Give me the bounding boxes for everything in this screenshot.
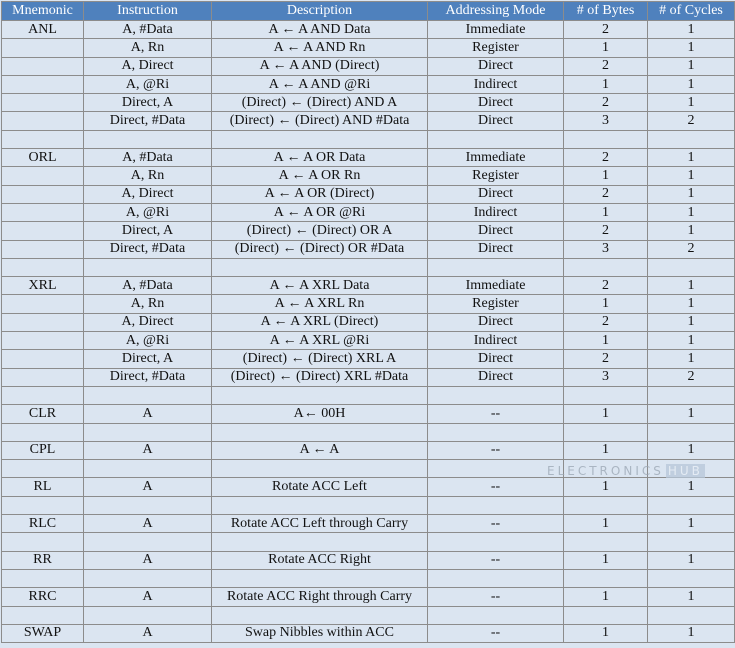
cell-bytes: 3	[564, 240, 648, 258]
header-mnemonic: Mnemonic	[2, 2, 84, 21]
cell-mnemonic	[2, 313, 84, 331]
table-row	[2, 94, 735, 112]
cell-bytes	[564, 258, 648, 276]
cell-instruction: A, #Data	[84, 149, 212, 167]
table-row	[2, 112, 735, 130]
cell-addressing-mode: Indirect	[428, 203, 564, 221]
cell-mnemonic: RL	[2, 478, 84, 496]
table-row	[2, 551, 735, 569]
cell-description: Rotate ACC Left through Carry	[212, 515, 428, 533]
cell-addressing-mode	[428, 496, 564, 514]
table-row	[2, 313, 735, 331]
cell-mnemonic	[2, 423, 84, 441]
cell-cycles	[648, 423, 735, 441]
cell-bytes: 2	[564, 350, 648, 368]
cell-description: (Direct) ← (Direct) AND A	[212, 94, 428, 112]
cell-description	[212, 130, 428, 148]
cell-cycles: 1	[648, 588, 735, 606]
cell-instruction	[84, 386, 212, 404]
cell-cycles: 1	[648, 167, 735, 185]
cell-instruction: A	[84, 515, 212, 533]
table-row	[2, 350, 735, 368]
table-row	[2, 57, 735, 75]
cell-cycles	[648, 533, 735, 551]
cell-bytes: 1	[564, 624, 648, 642]
cell-instruction	[84, 533, 212, 551]
header-addressing-mode: Addressing Mode	[428, 2, 564, 21]
cell-bytes: 1	[564, 515, 648, 533]
header-instruction: Instruction	[84, 2, 212, 21]
cell-description: A ← A OR Data	[212, 149, 428, 167]
cell-description	[212, 386, 428, 404]
watermark-logo	[547, 464, 705, 478]
cell-cycles: 1	[648, 313, 735, 331]
cell-instruction: A, Direct	[84, 185, 212, 203]
cell-mnemonic: RLC	[2, 515, 84, 533]
cell-bytes: 2	[564, 21, 648, 39]
cell-cycles	[648, 496, 735, 514]
table-row	[2, 203, 735, 221]
cell-bytes: 2	[564, 57, 648, 75]
cell-bytes: 1	[564, 332, 648, 350]
cell-mnemonic	[2, 332, 84, 350]
cell-description: (Direct) ← (Direct) OR #Data	[212, 240, 428, 258]
cell-cycles: 1	[648, 441, 735, 459]
cell-addressing-mode	[428, 423, 564, 441]
table-row	[2, 569, 735, 587]
cell-description: (Direct) ← (Direct) OR A	[212, 222, 428, 240]
cell-cycles	[648, 569, 735, 587]
cell-description: (Direct) ← (Direct) XRL #Data	[212, 368, 428, 386]
cell-cycles: 1	[648, 624, 735, 642]
cell-cycles	[648, 130, 735, 148]
table-row	[2, 624, 735, 642]
cell-cycles: 1	[648, 75, 735, 93]
cell-instruction: A, #Data	[84, 277, 212, 295]
cell-description: A ← A OR (Direct)	[212, 185, 428, 203]
cell-mnemonic: ANL	[2, 21, 84, 39]
cell-description: (Direct) ← (Direct) AND #Data	[212, 112, 428, 130]
cell-instruction	[84, 258, 212, 276]
cell-description: Rotate ACC Right	[212, 551, 428, 569]
table-row	[2, 130, 735, 148]
cell-mnemonic	[2, 112, 84, 130]
cell-bytes: 1	[564, 405, 648, 423]
cell-bytes	[564, 386, 648, 404]
cell-addressing-mode: --	[428, 624, 564, 642]
cell-bytes: 1	[564, 167, 648, 185]
cell-bytes: 1	[564, 75, 648, 93]
cell-addressing-mode: Immediate	[428, 277, 564, 295]
cell-description: Rotate ACC Right through Carry	[212, 588, 428, 606]
cell-mnemonic: RR	[2, 551, 84, 569]
cell-cycles	[648, 258, 735, 276]
cell-mnemonic: ORL	[2, 149, 84, 167]
cell-instruction	[84, 460, 212, 478]
cell-bytes: 3	[564, 368, 648, 386]
cell-mnemonic	[2, 295, 84, 313]
cell-bytes: 1	[564, 441, 648, 459]
cell-instruction	[84, 423, 212, 441]
cell-cycles: 1	[648, 277, 735, 295]
cell-addressing-mode	[428, 606, 564, 624]
cell-addressing-mode: Direct	[428, 185, 564, 203]
cell-mnemonic	[2, 368, 84, 386]
cell-instruction: A	[84, 441, 212, 459]
cell-cycles: 1	[648, 478, 735, 496]
cell-cycles: 1	[648, 350, 735, 368]
cell-description: A ← A	[212, 441, 428, 459]
cell-bytes: 3	[564, 112, 648, 130]
cell-instruction	[84, 130, 212, 148]
cell-description: A ← A XRL Rn	[212, 295, 428, 313]
header-description: Description	[212, 2, 428, 21]
cell-mnemonic	[2, 130, 84, 148]
cell-cycles	[648, 386, 735, 404]
cell-cycles: 1	[648, 551, 735, 569]
cell-mnemonic	[2, 258, 84, 276]
cell-instruction: A, @Ri	[84, 203, 212, 221]
cell-cycles: 1	[648, 94, 735, 112]
cell-instruction: A, Rn	[84, 39, 212, 57]
cell-instruction: Direct, #Data	[84, 112, 212, 130]
cell-mnemonic	[2, 185, 84, 203]
cell-mnemonic: RRC	[2, 588, 84, 606]
cell-mnemonic	[2, 167, 84, 185]
cell-cycles: 1	[648, 405, 735, 423]
header-row	[2, 2, 735, 21]
cell-description: A ← A OR Rn	[212, 167, 428, 185]
cell-bytes	[564, 569, 648, 587]
table-row	[2, 588, 735, 606]
cell-description: A ← A XRL @Ri	[212, 332, 428, 350]
cell-instruction	[84, 569, 212, 587]
cell-instruction: A, Rn	[84, 295, 212, 313]
cell-mnemonic	[2, 350, 84, 368]
cell-mnemonic: CPL	[2, 441, 84, 459]
cell-mnemonic	[2, 569, 84, 587]
cell-mnemonic: CLR	[2, 405, 84, 423]
table-row	[2, 405, 735, 423]
cell-bytes	[564, 606, 648, 624]
table-row	[2, 277, 735, 295]
cell-cycles: 1	[648, 222, 735, 240]
cell-description: A ← A AND Data	[212, 21, 428, 39]
table-row	[2, 21, 735, 39]
table-row	[2, 441, 735, 459]
table-row	[2, 386, 735, 404]
cell-addressing-mode	[428, 130, 564, 148]
cell-cycles: 1	[648, 295, 735, 313]
table-row	[2, 478, 735, 496]
cell-mnemonic	[2, 240, 84, 258]
cell-mnemonic	[2, 460, 84, 478]
cell-cycles: 2	[648, 240, 735, 258]
cell-mnemonic	[2, 222, 84, 240]
cell-description: A ← A AND @Ri	[212, 75, 428, 93]
cell-addressing-mode: --	[428, 515, 564, 533]
cell-cycles: 1	[648, 21, 735, 39]
cell-bytes: 2	[564, 149, 648, 167]
cell-instruction: A, #Data	[84, 21, 212, 39]
cell-instruction: A	[84, 405, 212, 423]
header-cycles: # of Cycles	[648, 2, 735, 21]
cell-addressing-mode: Direct	[428, 368, 564, 386]
cell-description	[212, 496, 428, 514]
table-row	[2, 222, 735, 240]
cell-bytes: 2	[564, 313, 648, 331]
cell-cycles: 1	[648, 185, 735, 203]
cell-cycles: 1	[648, 57, 735, 75]
cell-addressing-mode: --	[428, 405, 564, 423]
cell-bytes	[564, 533, 648, 551]
cell-bytes: 2	[564, 277, 648, 295]
cell-bytes: 1	[564, 551, 648, 569]
table-row	[2, 295, 735, 313]
cell-addressing-mode	[428, 460, 564, 478]
cell-instruction: Direct, A	[84, 222, 212, 240]
cell-instruction	[84, 606, 212, 624]
cell-instruction	[84, 496, 212, 514]
cell-description	[212, 258, 428, 276]
cell-description: A ← A AND (Direct)	[212, 57, 428, 75]
cell-mnemonic	[2, 533, 84, 551]
cell-cycles	[648, 606, 735, 624]
cell-instruction: A	[84, 551, 212, 569]
cell-addressing-mode	[428, 258, 564, 276]
cell-instruction: A, Direct	[84, 57, 212, 75]
table-row	[2, 75, 735, 93]
cell-mnemonic	[2, 606, 84, 624]
header-bytes: # of Bytes	[564, 2, 648, 21]
cell-bytes: 1	[564, 39, 648, 57]
cell-bytes: 2	[564, 222, 648, 240]
cell-bytes: 1	[564, 588, 648, 606]
cell-bytes	[564, 130, 648, 148]
cell-mnemonic	[2, 386, 84, 404]
cell-instruction: A, Direct	[84, 313, 212, 331]
cell-addressing-mode: Immediate	[428, 21, 564, 39]
cell-instruction: A, @Ri	[84, 332, 212, 350]
table-row	[2, 167, 735, 185]
cell-cycles: 1	[648, 332, 735, 350]
cell-description: A ← A OR @Ri	[212, 203, 428, 221]
cell-description: A ← A XRL (Direct)	[212, 313, 428, 331]
cell-bytes: 2	[564, 185, 648, 203]
cell-addressing-mode: --	[428, 478, 564, 496]
table-row	[2, 240, 735, 258]
cell-instruction: A	[84, 624, 212, 642]
cell-instruction: Direct, A	[84, 94, 212, 112]
cell-mnemonic	[2, 203, 84, 221]
cell-description	[212, 460, 428, 478]
cell-bytes: 1	[564, 478, 648, 496]
cell-instruction: Direct, #Data	[84, 240, 212, 258]
cell-cycles: 1	[648, 515, 735, 533]
cell-cycles: 1	[648, 149, 735, 167]
cell-description: A← 00H	[212, 405, 428, 423]
cell-description	[212, 606, 428, 624]
cell-addressing-mode: Immediate	[428, 149, 564, 167]
cell-mnemonic	[2, 57, 84, 75]
cell-mnemonic	[2, 75, 84, 93]
cell-bytes: 2	[564, 94, 648, 112]
cell-bytes	[564, 423, 648, 441]
table-row	[2, 533, 735, 551]
cell-addressing-mode: Direct	[428, 313, 564, 331]
cell-description: A ← A AND Rn	[212, 39, 428, 57]
cell-description: A ← A XRL Data	[212, 277, 428, 295]
table-row	[2, 258, 735, 276]
cell-bytes	[564, 496, 648, 514]
table-row	[2, 149, 735, 167]
cell-cycles: 2	[648, 368, 735, 386]
cell-description	[212, 423, 428, 441]
cell-description	[212, 533, 428, 551]
cell-cycles: 1	[648, 203, 735, 221]
cell-addressing-mode: Direct	[428, 94, 564, 112]
cell-addressing-mode: --	[428, 441, 564, 459]
table-row	[2, 368, 735, 386]
cell-addressing-mode: Direct	[428, 112, 564, 130]
cell-mnemonic: SWAP	[2, 624, 84, 642]
cell-mnemonic	[2, 39, 84, 57]
cell-addressing-mode: --	[428, 551, 564, 569]
cell-mnemonic	[2, 94, 84, 112]
cell-bytes: 1	[564, 295, 648, 313]
cell-mnemonic: XRL	[2, 277, 84, 295]
cell-addressing-mode: Direct	[428, 240, 564, 258]
cell-addressing-mode: --	[428, 588, 564, 606]
table-row	[2, 423, 735, 441]
cell-instruction: Direct, #Data	[84, 368, 212, 386]
cell-addressing-mode: Register	[428, 167, 564, 185]
cell-bytes: 1	[564, 203, 648, 221]
cell-instruction: Direct, A	[84, 350, 212, 368]
cell-mnemonic	[2, 496, 84, 514]
cell-cycles: 1	[648, 39, 735, 57]
watermark-text: ELECTRONICS	[547, 464, 664, 478]
cell-description: (Direct) ← (Direct) XRL A	[212, 350, 428, 368]
table-row	[2, 515, 735, 533]
cell-addressing-mode: Register	[428, 295, 564, 313]
table-row	[2, 496, 735, 514]
table-row	[2, 185, 735, 203]
cell-instruction: A	[84, 588, 212, 606]
cell-description: Swap Nibbles within ACC	[212, 624, 428, 642]
cell-addressing-mode	[428, 533, 564, 551]
cell-description: Rotate ACC Left	[212, 478, 428, 496]
cell-addressing-mode	[428, 569, 564, 587]
cell-instruction: A, @Ri	[84, 75, 212, 93]
cell-instruction: A	[84, 478, 212, 496]
table-row	[2, 606, 735, 624]
table-row	[2, 332, 735, 350]
cell-addressing-mode: Register	[428, 39, 564, 57]
cell-instruction: A, Rn	[84, 167, 212, 185]
watermark-hub: HUB	[667, 464, 703, 478]
cell-addressing-mode: Direct	[428, 57, 564, 75]
cell-cycles: 2	[648, 112, 735, 130]
cell-addressing-mode: Indirect	[428, 332, 564, 350]
cell-addressing-mode	[428, 386, 564, 404]
instruction-table	[1, 1, 735, 643]
table-body	[2, 21, 735, 643]
cell-description	[212, 569, 428, 587]
table-row	[2, 39, 735, 57]
cell-addressing-mode: Direct	[428, 222, 564, 240]
cell-addressing-mode: Indirect	[428, 75, 564, 93]
cell-addressing-mode: Direct	[428, 350, 564, 368]
